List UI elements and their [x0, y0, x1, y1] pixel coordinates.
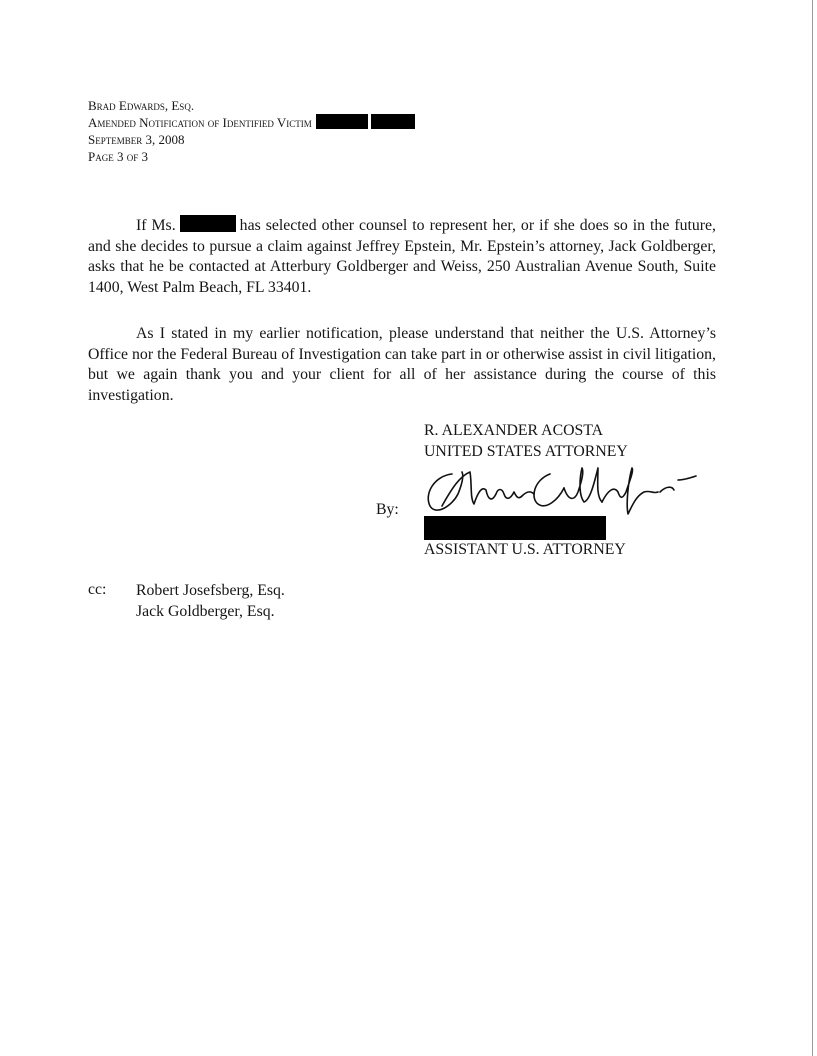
redaction-bar — [371, 114, 415, 129]
header-page-number: Page 3 of 3 — [88, 149, 148, 164]
paragraph-2-text: As I stated in my earlier notification, please understand that neither the U.S. Attorney’s Office nor the Federal Bureau of Investigation can take part in or otherwise assist in civil litigation, but we again thank you and your client for all of her assistance during the course of this investigation. — [88, 325, 716, 404]
by-label: By: — [376, 501, 399, 518]
paragraph-2 — [88, 324, 716, 406]
header-addressee: Brad Edwards, Esq. — [88, 98, 195, 113]
cc-recipient: Jack Goldberger, Esq. — [136, 602, 275, 620]
header-date: September 3, 2008 — [88, 132, 185, 147]
signer-title: ASSISTANT U.S. ATTORNEY — [424, 541, 626, 558]
paragraph-1 — [88, 215, 716, 298]
cc-recipient: Robert Josefsberg, Esq. — [136, 582, 285, 599]
signatory-name: R. ALEXANDER ACOSTA — [424, 422, 604, 439]
redaction-bar — [316, 114, 368, 129]
header-subject-line — [88, 114, 415, 131]
paragraph-1-start: If Ms. — [136, 217, 176, 234]
page-edge — [812, 0, 813, 1056]
cc-label: cc: — [88, 581, 107, 598]
paragraph-1-rest: has selected other counsel to represent her, or if she does so in the future, and she decides to pursue a claim against Jeffrey Epstein, Mr. Epstein’s attorney, Jack Goldberger, asks that he be contacted at Atterbury Goldberger and Weiss, 250 Australian Avenue South, Suite 1400, West Palm Beach, FL 33401. — [88, 217, 716, 296]
redaction-bar — [180, 215, 236, 232]
header-subject: Amended Notification of Identified Victim — [88, 115, 312, 130]
signatory-title: UNITED STATES ATTORNEY — [424, 442, 628, 460]
signature-block — [424, 421, 628, 462]
cc-list — [136, 581, 285, 622]
redaction-bar — [424, 516, 606, 540]
letter-header — [88, 97, 415, 165]
handwritten-signature — [422, 460, 702, 520]
